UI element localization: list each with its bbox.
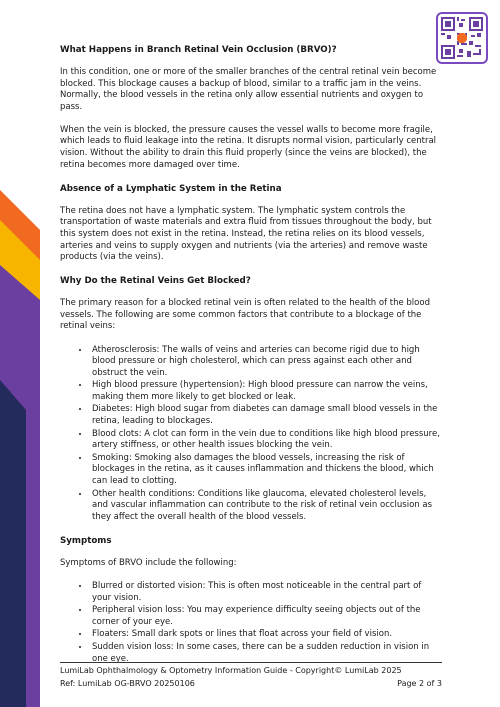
paragraph: The retina does not have a lymphatic system. The lymphatic system controls the transportation of waste materials and extra fluid from tissues throughout the body, but this system does not exist in the retina. Instead, the retina relies on its blood vessels, arteries and veins to supply oxygen and nutrients (via the arteries) and remove waste products (via the veins). bbox=[60, 205, 432, 263]
list-item: • Smoking: Smoking also damages the blood vessels, increasing the risk of blockages in the retina, as it causes inflammation and thickens the blood, which can lead to clotting. bbox=[90, 453, 442, 488]
qr-code-icon bbox=[441, 17, 483, 59]
bullet-list bbox=[60, 345, 442, 524]
section-heading: Why Do the Retinal Veins Get Blocked? bbox=[60, 276, 251, 287]
paragraph: When the vein is blocked, the pressure causes the vessel walls to become more fragile, which leads to fluid leakage into the retina. It disrupts normal vision, particularly central vision. Without the ability to drain this fluid properly (since the veins are blocked), the retina becomes more damaged over time. bbox=[60, 124, 437, 170]
list-item: • Peripheral vision loss: You may experience difficulty seeing objects out of the corner of your eye. bbox=[90, 605, 442, 628]
page-footer bbox=[60, 662, 442, 690]
decorative-side-stripe bbox=[0, 0, 40, 707]
list-item: • High blood pressure (hypertension): High blood pressure can narrow the veins, making them more likely to get blocked or leak. bbox=[90, 380, 442, 403]
list-item: • Blood clots: A clot can form in the vein due to conditions like high blood pressure, artery stiffness, or other health issues blocking the vein. bbox=[90, 429, 442, 452]
paragraph: The primary reason for a blocked retinal vein is often related to the health of the blood vessels. The following are some common factors that contribute to a blockage of the retinal veins: bbox=[60, 298, 430, 332]
section-heading: Symptoms bbox=[60, 535, 112, 546]
list-item: • Sudden vision loss: In some cases, there can be a sudden reduction in vision in one eye. bbox=[90, 642, 442, 665]
qr-code bbox=[436, 12, 488, 64]
paragraph: Symptoms of BRVO include the following: bbox=[60, 557, 237, 568]
section-heading: What Happens in Branch Retinal Vein Occlusion (BRVO)? bbox=[60, 45, 337, 55]
footer-reference: Ref: LumiLab OG-BRVO 20250106 bbox=[60, 679, 195, 688]
list-item: • Blurred or distorted vision: This is often most noticeable in the central part of your vision. bbox=[90, 581, 442, 604]
section-heading: Absence of a Lymphatic System in the Retina bbox=[60, 183, 282, 194]
bullet-list bbox=[60, 581, 442, 665]
page-number: Page 2 of 3 bbox=[397, 679, 442, 688]
footer-copyright: LumiLab Ophthalmology & Optometry Information Guide - Copyright© LumiLab 2025 bbox=[60, 666, 402, 675]
list-item: • Floaters: Small dark spots or lines that float across your field of vision. bbox=[90, 629, 442, 641]
paragraph: In this condition, one or more of the smaller branches of the central retinal vein become blocked. This blockage causes a backup of blood, similar to a traffic jam in the veins. Normally, the blood vessels in the retina only allow essential nutrients and oxygen to pass. bbox=[60, 67, 437, 112]
document-body bbox=[60, 44, 442, 677]
list-item: • Atherosclerosis: The walls of veins and arteries can become rigid due to high blood pressure or high cholesterol, which can press against each other and obstruct the vein. bbox=[90, 345, 442, 380]
list-item: • Diabetes: High blood sugar from diabetes can damage small blood vessels in the retina, leading to blockages. bbox=[90, 404, 442, 427]
list-item: • Other health conditions: Conditions like glaucoma, elevated cholesterol levels, and vascular inflammation can contribute to the risk of retinal vein occlusion as they affect the overall health of the blood vessels. bbox=[90, 489, 442, 524]
